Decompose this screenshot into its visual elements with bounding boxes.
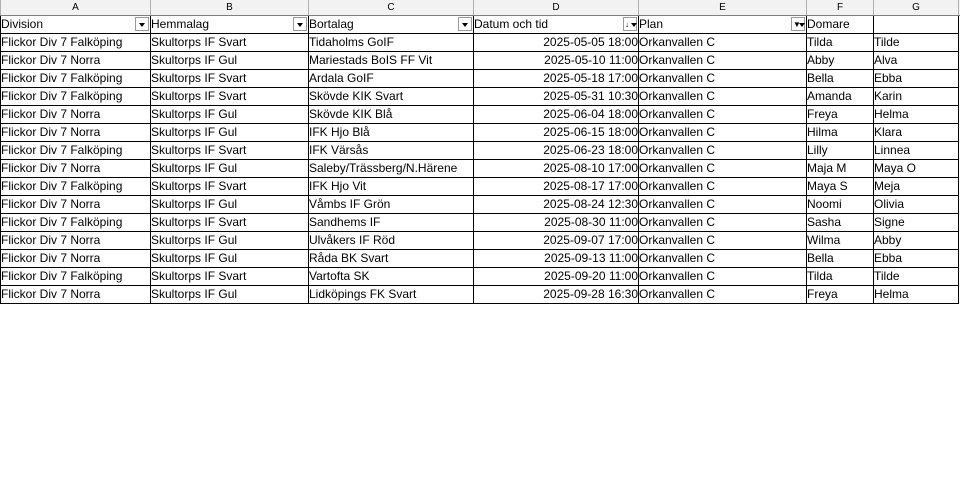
cell-r5-c3[interactable]: Skövde KIK Blå [309,106,474,124]
table-row[interactable] [1,250,960,268]
cell-r13-c5[interactable]: Orkanvallen C [639,250,807,268]
table-row[interactable] [1,106,960,124]
chevron-down-icon [462,23,468,27]
cell-r14-c2[interactable]: Skultorps IF Svart [151,268,309,286]
table-row[interactable] [1,34,960,52]
table-row[interactable] [1,232,960,250]
cell-r10-c3[interactable]: Våmbs IF Grön [309,196,474,214]
cell-r8-c5[interactable]: Orkanvallen C [639,160,807,178]
cell-r6-c4[interactable]: 2025-06-15 18:00 [474,124,639,142]
cell-r11-c1[interactable]: Flickor Div 7 Falköping [1,214,151,232]
cell-r12-c7[interactable]: Abby [874,232,959,250]
cell-r8-c7[interactable]: Maya O [874,160,959,178]
table-row[interactable] [1,88,960,106]
chevron-down-icon [631,23,637,27]
cell-r5-c1[interactable]: Flickor Div 7 Norra [1,106,151,124]
table-header-row [1,16,960,34]
cell-r1-c6[interactable]: Tilda [807,34,874,52]
cell-r1-c5[interactable]: Orkanvallen C [639,34,807,52]
cell-r9-c6[interactable]: Maya S [807,178,874,196]
cell-r13-c1[interactable]: Flickor Div 7 Norra [1,250,151,268]
column-header-b[interactable]: B [151,0,309,16]
data-rows-body [1,34,960,304]
cell-r11-c6[interactable]: Sasha [807,214,874,232]
sheet-table [0,0,960,34]
table-row[interactable] [1,178,960,196]
cell-r3-c6[interactable]: Bella [807,70,874,88]
cell-r12-c2[interactable]: Skultorps IF Gul [151,232,309,250]
cell-r11-c3[interactable]: Sandhems IF [309,214,474,232]
filter-dropdown-division[interactable] [135,17,149,31]
cell-r3-c3[interactable]: Ardala GoIF [309,70,474,88]
cell-r7-c2[interactable]: Skultorps IF Svart [151,142,309,160]
cell-r3-c7[interactable]: Ebba [874,70,959,88]
cell-r8-c1[interactable]: Flickor Div 7 Norra [1,160,151,178]
cell-r15-c1[interactable]: Flickor Div 7 Norra [1,286,151,304]
table-row[interactable] [1,268,960,286]
cell-r2-c6[interactable]: Abby [807,52,874,70]
cell-r9-c3[interactable]: IFK Hjo Vit [309,178,474,196]
cell-r10-c1[interactable]: Flickor Div 7 Norra [1,196,151,214]
cell-r7-c4[interactable]: 2025-06-23 18:00 [474,142,639,160]
cell-r11-c7[interactable]: Signe [874,214,959,232]
cell-r7-c7[interactable]: Linnea [874,142,959,160]
cell-r9-c5[interactable]: Orkanvallen C [639,178,807,196]
cell-r5-c6[interactable]: Freya [807,106,874,124]
table-row[interactable] [1,52,960,70]
header-cell-bortalag[interactable] [309,16,474,34]
cell-r2-c4[interactable]: 2025-05-10 11:00 [474,52,639,70]
cell-r15-c5[interactable]: Orkanvallen C [639,286,807,304]
cell-r12-c4[interactable]: 2025-09-07 17:00 [474,232,639,250]
cell-r15-c4[interactable]: 2025-09-28 16:30 [474,286,639,304]
cell-r5-c2[interactable]: Skultorps IF Gul [151,106,309,124]
cell-r15-c6[interactable]: Freya [807,286,874,304]
cell-r11-c5[interactable]: Orkanvallen C [639,214,807,232]
cell-r15-c7[interactable]: Helma [874,286,959,304]
column-header-a[interactable]: A [1,0,151,16]
cell-r3-c1[interactable]: Flickor Div 7 Falköping [1,70,151,88]
chevron-down-icon [799,23,805,27]
cell-r9-c4[interactable]: 2025-08-17 17:00 [474,178,639,196]
chevron-down-icon [139,23,145,27]
cell-r7-c1[interactable]: Flickor Div 7 Falköping [1,142,151,160]
cell-r8-c6[interactable]: Maja M [807,160,874,178]
cell-r15-c3[interactable]: Lidköpings FK Svart [309,286,474,304]
cell-r6-c3[interactable]: IFK Hjo Blå [309,124,474,142]
cell-r14-c5[interactable]: Orkanvallen C [639,268,807,286]
table-row[interactable] [1,286,960,304]
filter-dropdown-datum-och-tid[interactable] [623,17,637,31]
header-cell-g[interactable] [874,16,959,34]
table-row[interactable] [1,70,960,88]
cell-r2-c5[interactable]: Orkanvallen C [639,52,807,70]
cell-r14-c1[interactable]: Flickor Div 7 Falköping [1,268,151,286]
table-row[interactable] [1,142,960,160]
header-cell-hemmalag[interactable] [151,16,309,34]
cell-r4-c5[interactable]: Orkanvallen C [639,88,807,106]
cell-r9-c7[interactable]: Meja [874,178,959,196]
header-label-plan: Plan [639,17,664,31]
header-label-datum-och-tid: Datum och tid [474,17,549,31]
filter-dropdown-plan[interactable] [791,17,805,31]
header-cell-domare[interactable] [807,16,874,34]
cell-r10-c6[interactable]: Noomi [807,196,874,214]
cell-r9-c2[interactable]: Skultorps IF Svart [151,178,309,196]
header-cell-plan[interactable] [639,16,807,34]
filter-dropdown-bortalag[interactable] [458,17,472,31]
cell-r9-c1[interactable]: Flickor Div 7 Falköping [1,178,151,196]
cell-r12-c3[interactable]: Ulvåkers IF Röd [309,232,474,250]
cell-r2-c1[interactable]: Flickor Div 7 Norra [1,52,151,70]
cell-r12-c1[interactable]: Flickor Div 7 Norra [1,232,151,250]
cell-r8-c2[interactable]: Skultorps IF Gul [151,160,309,178]
cell-r4-c1[interactable]: Flickor Div 7 Falköping [1,88,151,106]
cell-r1-c7[interactable]: Tilde [874,34,959,52]
cell-r4-c3[interactable]: Skövde KIK Svart [309,88,474,106]
cell-r3-c2[interactable]: Skultorps IF Svart [151,70,309,88]
cell-r3-c5[interactable]: Orkanvallen C [639,70,807,88]
cell-r6-c2[interactable]: Skultorps IF Gul [151,124,309,142]
cell-r15-c2[interactable]: Skultorps IF Gul [151,286,309,304]
header-cell-datum-och-tid[interactable] [474,16,639,34]
cell-r4-c7[interactable]: Karin [874,88,959,106]
table-row[interactable] [1,124,960,142]
header-label-hemmalag: Hemmalag [151,17,210,31]
column-header-d[interactable]: D [474,0,639,16]
cell-r14-c3[interactable]: Vartofta SK [309,268,474,286]
cell-r14-c7[interactable]: Tilde [874,268,959,286]
cell-r10-c4[interactable]: 2025-08-24 12:30 [474,196,639,214]
cell-r3-c4[interactable]: 2025-05-18 17:00 [474,70,639,88]
cell-r4-c6[interactable]: Amanda [807,88,874,106]
cell-r5-c5[interactable]: Orkanvallen C [639,106,807,124]
cell-r2-c7[interactable]: Alva [874,52,959,70]
cell-r4-c2[interactable]: Skultorps IF Svart [151,88,309,106]
cell-r6-c7[interactable]: Klara [874,124,959,142]
cell-r13-c3[interactable]: Råda BK Svart [309,250,474,268]
cell-r13-c2[interactable]: Skultorps IF Gul [151,250,309,268]
cell-r10-c5[interactable]: Orkanvallen C [639,196,807,214]
cell-r1-c2[interactable]: Skultorps IF Svart [151,34,309,52]
cell-r2-c2[interactable]: Skultorps IF Gul [151,52,309,70]
cell-r8-c4[interactable]: 2025-08-10 17:00 [474,160,639,178]
table-row[interactable] [1,214,960,232]
cell-r11-c4[interactable]: 2025-08-30 11:00 [474,214,639,232]
header-label-bortalag: Bortalag [309,17,354,31]
cell-r13-c4[interactable]: 2025-09-13 11:00 [474,250,639,268]
cell-r1-c3[interactable]: Tidaholms GoIF [309,34,474,52]
data-rows-table [0,34,960,304]
cell-r11-c2[interactable]: Skultorps IF Svart [151,214,309,232]
column-header-g[interactable]: G [874,0,959,16]
cell-r13-c7[interactable]: Ebba [874,250,959,268]
cell-r13-c6[interactable]: Bella [807,250,874,268]
cell-r2-c3[interactable]: Mariestads BoIS FF Vit [309,52,474,70]
header-cell-division[interactable] [1,16,151,34]
header-label-domare: Domare [807,17,850,31]
cell-r10-c7[interactable]: Olivia [874,196,959,214]
cell-r5-c7[interactable]: Helma [874,106,959,124]
header-label-division: Division [1,17,44,31]
cell-r6-c6[interactable]: Hilma [807,124,874,142]
cell-r5-c4[interactable]: 2025-06-04 18:00 [474,106,639,124]
cell-r12-c5[interactable]: Orkanvallen C [639,232,807,250]
cell-r1-c4[interactable]: 2025-05-05 18:00 [474,34,639,52]
cell-r7-c6[interactable]: Lilly [807,142,874,160]
filter-dropdown-hemmalag[interactable] [293,17,307,31]
funnel-icon: ▼ [793,20,801,29]
cell-r7-c5[interactable]: Orkanvallen C [639,142,807,160]
cell-r4-c4[interactable]: 2025-05-31 10:30 [474,88,639,106]
table-row[interactable] [1,160,960,178]
cell-r1-c1[interactable]: Flickor Div 7 Falköping [1,34,151,52]
cell-r10-c2[interactable]: Skultorps IF Gul [151,196,309,214]
cell-r6-c5[interactable]: Orkanvallen C [639,124,807,142]
sheet-body [1,16,960,34]
cell-r12-c6[interactable]: Wilma [807,232,874,250]
cell-r6-c1[interactable]: Flickor Div 7 Norra [1,124,151,142]
column-header-row [1,0,960,16]
column-header-c[interactable]: C [309,0,474,16]
sort-ascending-icon: ↓ [625,20,629,29]
cell-r8-c3[interactable]: Saleby/Trässberg/N.Härene [309,160,474,178]
chevron-down-icon [297,23,303,27]
column-header-f[interactable]: F [807,0,874,16]
cell-r14-c6[interactable]: Tilda [807,268,874,286]
cell-r7-c3[interactable]: IFK Värsås [309,142,474,160]
cell-r14-c4[interactable]: 2025-09-20 11:00 [474,268,639,286]
column-header-e[interactable]: E [639,0,807,16]
table-row[interactable] [1,196,960,214]
